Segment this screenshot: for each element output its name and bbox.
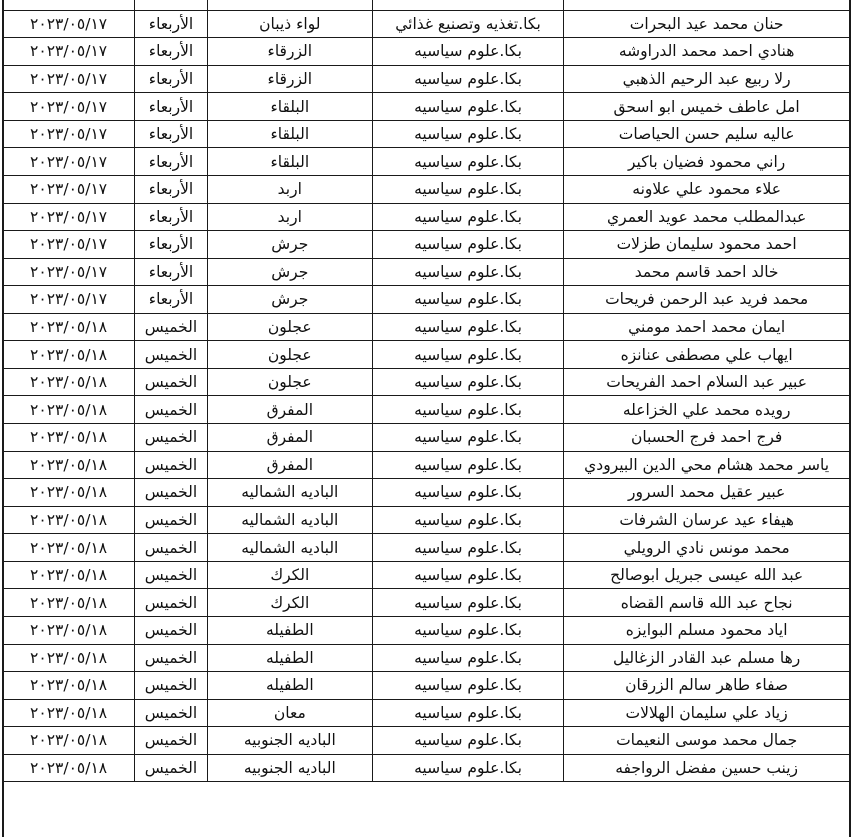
cell-governorate: الباديه الشماليه	[207, 506, 372, 534]
cell-full-name: اياد محمود مسلم البوايزه	[564, 616, 850, 644]
cell-specialization: بكا.علوم سياسيه	[372, 644, 564, 672]
cell-full-name: احمد محمود سليمان طزلات	[564, 231, 850, 259]
cell-full-name: حنان محمد عيد البحرات	[564, 10, 850, 38]
cell-specialization: بكا.علوم سياسيه	[372, 313, 564, 341]
cell-full-name: زينب حسين مفضل الرواجفه	[564, 754, 850, 782]
cell-governorate: المفرق	[207, 424, 372, 452]
cell-specialization: بكا.علوم سياسيه	[372, 203, 564, 231]
cell-governorate: عجلون	[207, 368, 372, 396]
cell-governorate: لواء ذيبان	[207, 10, 372, 38]
table-row	[3, 368, 850, 396]
cell-day: الخميس	[135, 313, 208, 341]
cell-specialization: بكا.تغذيه وتصنيع غذائي	[372, 10, 564, 38]
cell-full-name: عاليه سليم حسن الحياصات	[564, 120, 850, 148]
cell-governorate: الباديه الشماليه	[207, 479, 372, 507]
table-row	[3, 65, 850, 93]
cell-day: الأربعاء	[135, 286, 208, 314]
cell-specialization: بكا.علوم سياسيه	[372, 424, 564, 452]
table-row	[3, 479, 850, 507]
cell-governorate: الطفيله	[207, 616, 372, 644]
cell-governorate	[207, 0, 372, 10]
cell-full-name: عبدالمطلب محمد عويد العمري	[564, 203, 850, 231]
cell-date: ٢٠٢٣/٠٥/١٧	[3, 231, 135, 259]
cell-date: ٢٠٢٣/٠٥/١٨	[3, 341, 135, 369]
cell-day: الخميس	[135, 534, 208, 562]
cell-day: الأربعاء	[135, 93, 208, 121]
table-row	[3, 10, 850, 38]
cell-governorate: البلقاء	[207, 120, 372, 148]
cell-governorate: اربد	[207, 203, 372, 231]
cell-day: الخميس	[135, 727, 208, 755]
cell-day: الخميس	[135, 589, 208, 617]
cell-full-name: رلا ربيع عبد الرحيم الذهبي	[564, 65, 850, 93]
cell-full-name: علاء محمود علي علاونه	[564, 175, 850, 203]
cell-date: ٢٠٢٣/٠٥/١٨	[3, 506, 135, 534]
cell-full-name: هنادي احمد محمد الدراوشه	[564, 38, 850, 66]
table-row	[3, 451, 850, 479]
cell-governorate: الزرقاء	[207, 65, 372, 93]
cell-governorate: المفرق	[207, 396, 372, 424]
cell-date: ٢٠٢٣/٠٥/١٧	[3, 93, 135, 121]
cell-full-name: نجاح عبد الله قاسم القضاه	[564, 589, 850, 617]
cell-full-name: خالد احمد قاسم محمد	[564, 258, 850, 286]
cell-day: الخميس	[135, 561, 208, 589]
cell-specialization: بكا.علوم سياسيه	[372, 93, 564, 121]
cell-governorate: المفرق	[207, 451, 372, 479]
table-row	[3, 258, 850, 286]
cell-date: ٢٠٢٣/٠٥/١٧	[3, 10, 135, 38]
cell-full-name: صفاء طاهر سالم الزرقان	[564, 672, 850, 700]
cell-specialization: بكا.علوم سياسيه	[372, 148, 564, 176]
cell-specialization: بكا.علوم سياسيه	[372, 258, 564, 286]
cell-full-name	[564, 0, 850, 10]
cell-day: الخميس	[135, 396, 208, 424]
cell-full-name: محمد فريد عبد الرحمن فريحات	[564, 286, 850, 314]
cell-date: ٢٠٢٣/٠٥/١٨	[3, 396, 135, 424]
table-row	[3, 534, 850, 562]
cell-full-name: رها مسلم عبد القادر الزغاليل	[564, 644, 850, 672]
cell-date: ٢٠٢٣/٠٥/١٧	[3, 65, 135, 93]
cell-specialization: بكا.علوم سياسيه	[372, 727, 564, 755]
cell-date: ٢٠٢٣/٠٥/١٨	[3, 699, 135, 727]
cell-specialization: بكا.علوم سياسيه	[372, 65, 564, 93]
candidates-table-body	[3, 0, 850, 782]
cell-governorate: جرش	[207, 258, 372, 286]
table-row	[3, 506, 850, 534]
cell-date: ٢٠٢٣/٠٥/١٨	[3, 451, 135, 479]
cell-full-name: عبير عبد السلام احمد الفريحات	[564, 368, 850, 396]
table-row	[3, 644, 850, 672]
cell-full-name: ايمان محمد احمد مومني	[564, 313, 850, 341]
cell-specialization: بكا.علوم سياسيه	[372, 589, 564, 617]
cell-day: الخميس	[135, 424, 208, 452]
cell-full-name: هيفاء عيد عرسان الشرفات	[564, 506, 850, 534]
cell-day: الخميس	[135, 754, 208, 782]
table-row	[3, 561, 850, 589]
cell-date: ٢٠٢٣/٠٥/١٨	[3, 616, 135, 644]
cell-governorate: البلقاء	[207, 93, 372, 121]
cell-date: ٢٠٢٣/٠٥/١٨	[3, 424, 135, 452]
cell-specialization: بكا.علوم سياسيه	[372, 506, 564, 534]
cell-date: ٢٠٢٣/٠٥/١٨	[3, 589, 135, 617]
cell-full-name: زياد علي سليمان الهلالات	[564, 699, 850, 727]
cell-specialization: بكا.علوم سياسيه	[372, 534, 564, 562]
cell-day: الخميس	[135, 616, 208, 644]
cell-date: ٢٠٢٣/٠٥/١٨	[3, 672, 135, 700]
cell-day: الخميس	[135, 451, 208, 479]
cell-date: ٢٠٢٣/٠٥/١٧	[3, 148, 135, 176]
cell-day: الأربعاء	[135, 10, 208, 38]
cell-governorate: اربد	[207, 175, 372, 203]
table-row	[3, 672, 850, 700]
cell-specialization: بكا.علوم سياسيه	[372, 120, 564, 148]
cell-day	[135, 0, 208, 10]
cell-date: ٢٠٢٣/٠٥/١٨	[3, 644, 135, 672]
cell-full-name: راني محمود فضيان باكير	[564, 148, 850, 176]
cell-specialization: بكا.علوم سياسيه	[372, 175, 564, 203]
cell-date: ٢٠٢٣/٠٥/١٧	[3, 38, 135, 66]
cell-full-name: ايهاب علي مصطفى عنانزه	[564, 341, 850, 369]
cell-day: الخميس	[135, 699, 208, 727]
table-row	[3, 727, 850, 755]
cell-governorate: الباديه الجنوبيه	[207, 727, 372, 755]
cell-day: الخميس	[135, 672, 208, 700]
cell-governorate: معان	[207, 699, 372, 727]
table-row	[3, 424, 850, 452]
cell-specialization: بكا.علوم سياسيه	[372, 231, 564, 259]
cell-governorate: جرش	[207, 231, 372, 259]
cell-specialization	[372, 0, 564, 10]
cell-date: ٢٠٢٣/٠٥/١٧	[3, 203, 135, 231]
cell-specialization: بكا.علوم سياسيه	[372, 396, 564, 424]
cell-specialization: بكا.علوم سياسيه	[372, 479, 564, 507]
cell-day: الأربعاء	[135, 258, 208, 286]
cell-specialization: بكا.علوم سياسيه	[372, 451, 564, 479]
cell-day: الخميس	[135, 506, 208, 534]
cell-date: ٢٠٢٣/٠٥/١٧	[3, 120, 135, 148]
cell-date: ٢٠٢٣/٠٥/١٨	[3, 313, 135, 341]
table-row	[3, 120, 850, 148]
cell-date: ٢٠٢٣/٠٥/١٧	[3, 175, 135, 203]
cell-governorate: الباديه الجنوبيه	[207, 754, 372, 782]
cell-specialization: بكا.علوم سياسيه	[372, 561, 564, 589]
cell-specialization: بكا.علوم سياسيه	[372, 672, 564, 700]
cell-date: ٢٠٢٣/٠٥/١٨	[3, 368, 135, 396]
candidates-table	[2, 0, 850, 782]
cell-day: الخميس	[135, 644, 208, 672]
table-row	[3, 396, 850, 424]
cell-full-name: امل عاطف خميس ابو اسحق	[564, 93, 850, 121]
cell-day: الأربعاء	[135, 175, 208, 203]
cell-specialization: بكا.علوم سياسيه	[372, 341, 564, 369]
cell-specialization: بكا.علوم سياسيه	[372, 38, 564, 66]
cell-day: الأربعاء	[135, 38, 208, 66]
cell-governorate: عجلون	[207, 313, 372, 341]
cell-specialization: بكا.علوم سياسيه	[372, 754, 564, 782]
cell-day: الخميس	[135, 341, 208, 369]
cell-governorate: الطفيله	[207, 644, 372, 672]
table-row	[3, 93, 850, 121]
cell-specialization: بكا.علوم سياسيه	[372, 699, 564, 727]
cell-day: الخميس	[135, 479, 208, 507]
cell-date: ٢٠٢٣/٠٥/١٨	[3, 534, 135, 562]
cell-date: ٢٠٢٣/٠٥/١٨	[3, 727, 135, 755]
table-row	[3, 341, 850, 369]
table-row	[3, 175, 850, 203]
cell-day: الأربعاء	[135, 65, 208, 93]
table-row	[3, 231, 850, 259]
cell-date: ٢٠٢٣/٠٥/١٨	[3, 754, 135, 782]
cell-date	[3, 0, 135, 10]
cell-full-name: رويده محمد علي الخزاعله	[564, 396, 850, 424]
cell-governorate: الباديه الشماليه	[207, 534, 372, 562]
cell-governorate: الكرك	[207, 589, 372, 617]
cell-day: الأربعاء	[135, 203, 208, 231]
cell-specialization: بكا.علوم سياسيه	[372, 286, 564, 314]
cell-date: ٢٠٢٣/٠٥/١٨	[3, 479, 135, 507]
cell-full-name: ياسر محمد هشام محي الدين البيرودي	[564, 451, 850, 479]
cell-day: الخميس	[135, 368, 208, 396]
table-row	[3, 286, 850, 314]
table-row	[3, 203, 850, 231]
cell-day: الأربعاء	[135, 231, 208, 259]
table-row	[3, 699, 850, 727]
cell-full-name: فرج احمد فرج الحسبان	[564, 424, 850, 452]
cell-specialization: بكا.علوم سياسيه	[372, 616, 564, 644]
table-row	[3, 0, 850, 10]
cell-governorate: الطفيله	[207, 672, 372, 700]
cell-governorate: الكرك	[207, 561, 372, 589]
cell-full-name: عبد الله عيسى جبريل ابوصالح	[564, 561, 850, 589]
cell-date: ٢٠٢٣/٠٥/١٧	[3, 286, 135, 314]
table-row	[3, 38, 850, 66]
cell-full-name: محمد مونس نادي الرويلي	[564, 534, 850, 562]
table-row	[3, 754, 850, 782]
table-row	[3, 616, 850, 644]
table-row	[3, 589, 850, 617]
table-row	[3, 148, 850, 176]
cell-day: الأربعاء	[135, 148, 208, 176]
cell-governorate: جرش	[207, 286, 372, 314]
cell-governorate: عجلون	[207, 341, 372, 369]
cell-full-name: عبير عقيل محمد السرور	[564, 479, 850, 507]
cell-governorate: الزرقاء	[207, 38, 372, 66]
cell-date: ٢٠٢٣/٠٥/١٧	[3, 258, 135, 286]
cell-full-name: جمال محمد موسى النعيمات	[564, 727, 850, 755]
cell-specialization: بكا.علوم سياسيه	[372, 368, 564, 396]
cell-day: الأربعاء	[135, 120, 208, 148]
cell-date: ٢٠٢٣/٠٥/١٨	[3, 561, 135, 589]
table-row	[3, 313, 850, 341]
cell-governorate: البلقاء	[207, 148, 372, 176]
